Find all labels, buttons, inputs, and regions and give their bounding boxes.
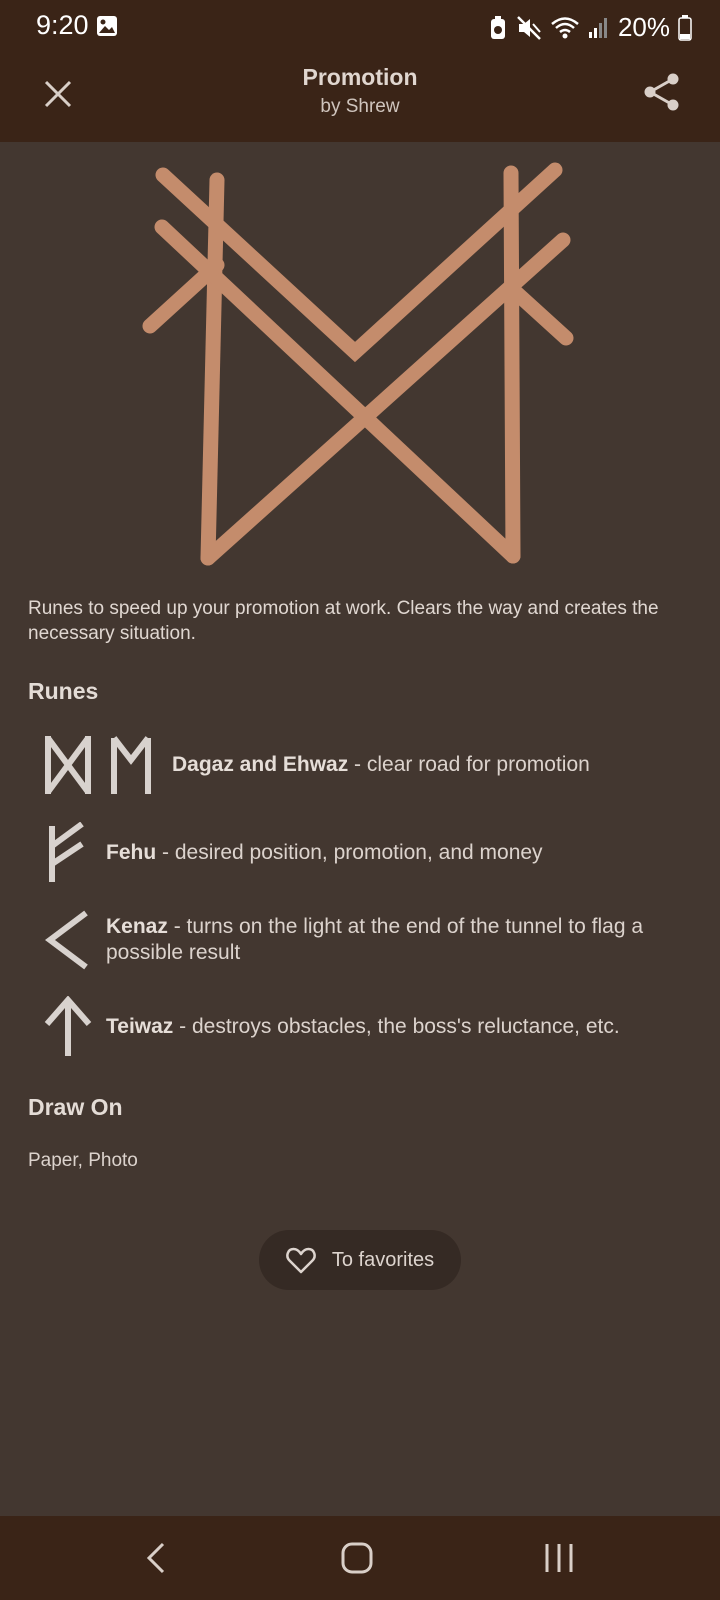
- rune-description: [106, 840, 543, 866]
- mute-icon: [516, 15, 542, 41]
- page-subtitle: by Shrew: [320, 96, 400, 117]
- battery-saver-icon: [488, 15, 508, 41]
- draw-on-section-title: Draw On: [28, 1094, 123, 1120]
- rune-glyphs: [44, 822, 92, 884]
- rune-item-kenaz: [28, 908, 692, 972]
- dagaz-rune-icon: [44, 734, 92, 796]
- app-header: [0, 52, 720, 142]
- home-nav-icon[interactable]: [335, 1536, 379, 1580]
- rune-description: [106, 914, 666, 966]
- rune-name: Teiwaz: [106, 1015, 174, 1038]
- runes-section-title: Runes: [28, 678, 99, 704]
- rune-meaning: - destroys obstacles, the boss's reluctance, etc.: [173, 1015, 620, 1038]
- rune-meaning: - desired position, promotion, and money: [156, 841, 543, 864]
- status-icons: [488, 12, 692, 43]
- battery-percent: 20%: [617, 12, 670, 42]
- heart-outline-icon: [286, 1246, 316, 1274]
- back-nav-icon[interactable]: [135, 1536, 179, 1580]
- rune-glyphs: [44, 734, 152, 796]
- wifi-icon: [550, 15, 580, 41]
- share-icon[interactable]: [640, 70, 684, 114]
- rune-item-dagaz-ehwaz: [28, 732, 692, 798]
- to-favorites-label: To favorites: [331, 1248, 435, 1271]
- ehwaz-rune-icon: [110, 734, 152, 796]
- rune-meaning: - clear road for promotion: [348, 753, 590, 776]
- rune-name: Fehu: [106, 841, 157, 864]
- teiwaz-rune-icon: [44, 996, 92, 1058]
- rune-item-teiwaz: [28, 996, 692, 1058]
- rune-glyphs: [44, 996, 92, 1058]
- status-time: 9:20: [36, 10, 89, 40]
- rune-name: Dagaz and Ehwaz: [172, 753, 349, 776]
- signal-icon: [588, 16, 610, 40]
- system-nav-bar: [0, 1516, 720, 1600]
- rune-description: [172, 752, 590, 778]
- battery-icon: [678, 15, 692, 41]
- recent-apps-nav-icon[interactable]: [537, 1536, 581, 1580]
- rune-description: [106, 1014, 620, 1040]
- status-bar: [0, 0, 720, 52]
- rune-name: Kenaz: [106, 915, 168, 938]
- to-favorites-button[interactable]: [259, 1230, 461, 1290]
- rune-meaning: - turns on the light at the end of the tunnel to flag a possible result: [106, 915, 644, 964]
- spell-description: Runes to speed up your promotion at work. Clears the way and creates the necessary situation.: [28, 598, 659, 644]
- rune-item-fehu: [28, 822, 692, 884]
- draw-on-value: Paper, Photo: [28, 1150, 138, 1171]
- bindrune-sigil-image: [140, 150, 580, 570]
- kenaz-rune-icon: [44, 909, 92, 971]
- rune-glyphs: [44, 909, 92, 971]
- page-title: Promotion: [302, 64, 418, 90]
- gallery-notification-icon: [96, 15, 118, 37]
- fehu-rune-icon: [44, 822, 92, 884]
